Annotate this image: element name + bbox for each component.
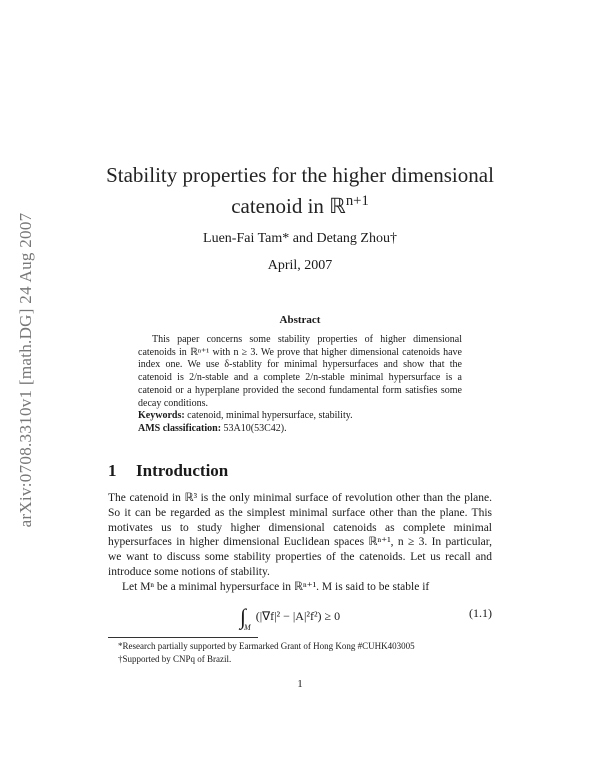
page-number: 1 xyxy=(297,678,303,690)
title-line-2: catenoid in ℝ$^{n+1}$ xyxy=(231,193,369,218)
ams-text: 53A10(53C42). xyxy=(223,422,287,434)
abstract-heading: Abstract xyxy=(279,314,321,326)
keywords-line xyxy=(138,410,462,423)
paper-title xyxy=(100,162,500,219)
equation-math xyxy=(240,600,341,632)
title-superscript: n+1 xyxy=(345,193,369,209)
footnote-1: *Research partially supported by Earmarked Grant of Hong Kong #CUHK403005 xyxy=(118,641,415,651)
section-number: 1 xyxy=(108,461,117,480)
date: April, 2007 xyxy=(267,258,333,273)
section-title: Introduction xyxy=(136,461,229,480)
integral-subscript: M xyxy=(244,623,251,632)
equation-number: (1.1) xyxy=(469,606,492,620)
introduction-body xyxy=(108,491,492,595)
footnote-2: †Supported by CNPq of Brazil. xyxy=(118,654,232,664)
footnote-rule xyxy=(108,637,258,638)
integral-sign: ∫ xyxy=(240,604,247,629)
abstract-text: This paper concerns some stability properties of higher dimensional catenoids in ℝⁿ⁺¹ with n ≥ 3. We prove that higher dimensional catenoids have index one. We use δ-stablity for minimal hypersurfaces and show that the catenoid is 2/n-stable and a complete 2/n-stable minimal hypersurface is a catenoid or a hyperplane provided the second fundamental form satisfies some decay conditions. xyxy=(138,334,462,409)
section-heading xyxy=(108,461,228,481)
arxiv-stamp xyxy=(12,180,40,560)
ams-label: AMS classification: xyxy=(138,422,222,434)
intro-paragraph-2: Let Mⁿ be a minimal hypersurface in ℝⁿ⁺¹. M is said to be stable if xyxy=(122,580,430,593)
intro-paragraph-1: The catenoid in ℝ³ is the only minimal surface of revolution other than the plane. So it can be regarded as the simplest minimal surface other than the plane. This motivates us to study higher dimensional catenoids as complete minimal hypersurfaces in higher dimensional Euclidean spaces ℝⁿ⁺¹, n ≥ 3. In particular, we want to discuss some stability properties of the catenoids. Let us recall and introduce some notions of stability. xyxy=(108,492,492,578)
title-line-1: Stability properties for the higher dimensional xyxy=(106,163,494,187)
ams-line xyxy=(138,423,462,436)
arxiv-stamp-text: arXiv:0708.3310v1 [math.DG] 24 Aug 2007 xyxy=(16,212,35,528)
keywords-label: Keywords: xyxy=(138,410,185,422)
authors: Luen-Fai Tam* and Detang Zhou† xyxy=(203,231,397,246)
abstract-body xyxy=(138,334,462,436)
equation-1-1 xyxy=(108,594,492,630)
footnotes xyxy=(118,640,498,666)
equation-expression: (|∇f|² − |A|²f²) ≥ 0 xyxy=(255,609,341,623)
keywords-text: catenoid, minimal hypersurface, stability. xyxy=(187,410,353,422)
